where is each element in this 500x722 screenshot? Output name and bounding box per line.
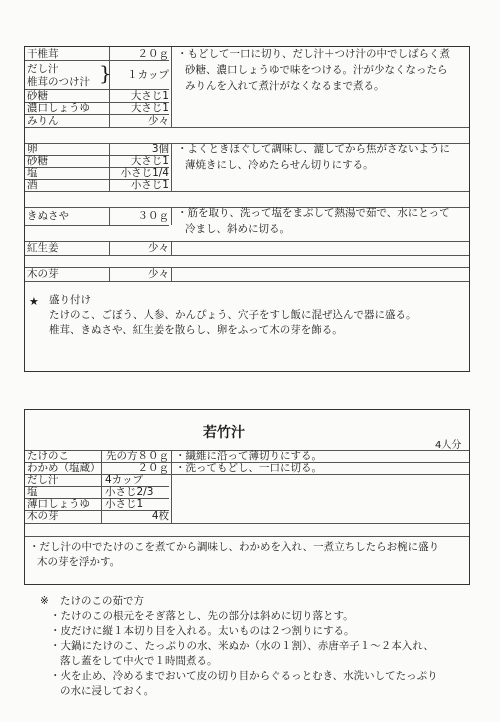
method-line: ・だし汁の中でたけのこを煮てから調味し、わかめを入れ、一煮立ちしたらお椀に盛り [29, 541, 440, 553]
col-divider-name [109, 47, 110, 127]
row-line [25, 536, 469, 537]
row-line [25, 281, 469, 282]
servings: 4人分 [435, 440, 462, 451]
tips-title: たけのこの茹で方 [60, 595, 144, 607]
star-icon: ★ [29, 295, 39, 308]
ingredient-name: 卵 [27, 143, 38, 155]
col-divider-amount [171, 47, 172, 127]
recipe-title: 若竹汁 [203, 425, 245, 441]
ingredient-amount: 小さじ2/3 [105, 486, 154, 498]
ingredient-amount: １カップ [127, 69, 169, 81]
ingredient-name: 塩 [27, 486, 38, 498]
col-divider-name-g5 [109, 267, 110, 281]
row-line [25, 191, 469, 192]
finish-title: 盛り付け [49, 294, 91, 306]
ingredient-amount: 少々 [148, 268, 169, 280]
tip-line: 落し蓋をして中火で１時間煮る。 [60, 655, 218, 667]
tip-line: ・たけのこの根元をそぎ落とし、先の部分は斜めに切り落とす。 [50, 610, 354, 622]
col-divider-amount-g5 [171, 267, 172, 281]
row-line [25, 127, 469, 128]
ingredient-amount: 4枚 [151, 510, 169, 522]
row-line [25, 474, 469, 475]
step-note: ・もどして一口に切り、だし汁＋つけ汁の中でしばらく煮 [177, 48, 450, 60]
method-line: 木の芽を浮かす。 [37, 556, 121, 568]
brace-symbol: } [99, 61, 112, 85]
step-note: 砂糖、濃口しょうゆで味をつける。汁が少なくなったら [185, 64, 448, 76]
ingredient-name: 濃口しょうゆ [27, 102, 90, 114]
ingredient-amount: 大さじ1 [130, 155, 169, 167]
finish-line: 椎茸、きぬさや、紅生姜を散らし、卵をふって木の芽を飾る。 [49, 324, 343, 336]
row-line [25, 60, 169, 61]
step-note: みりんを入れて煮汁がなくなるまで煮る。 [185, 80, 385, 92]
step-note: ・洗ってもどし、一口に切る。 [175, 462, 322, 474]
row-line [25, 267, 469, 268]
col-divider-name [101, 450, 102, 523]
tip-line: ・皮だけに縦１本切り目を入れる。太いものは２つ割りにする。 [50, 625, 355, 637]
step-note: ・繊維に沿って薄切りにする。 [175, 450, 322, 462]
tip-line: ・大鍋にたけのこ、たっぷりの水、米ぬか（水の１割）、赤唐辛子１～２本入れ、 [50, 640, 434, 652]
ingredient-amount: 大さじ1 [130, 90, 169, 102]
ingredient-name: 塩 [27, 167, 38, 179]
ingredient-name: 干椎茸 [27, 48, 59, 60]
ingredient-name: だし汁 [27, 474, 59, 486]
row-line [25, 523, 469, 524]
finish-line: たけのこ、ごぼう、人参、かんぴょう、穴子をすし飯に混ぜ込んで器に盛る。 [49, 309, 417, 321]
ingredient-name: だし汁 [27, 63, 59, 75]
ingredient-amount: 小さじ1 [105, 498, 144, 510]
col-divider-amount [171, 450, 172, 523]
ingredient-name: 砂糖 [27, 90, 48, 102]
col-divider-amount-g4 [171, 241, 172, 255]
ingredient-name: 酒 [27, 179, 38, 191]
row-line [25, 241, 469, 242]
tip-line: の水に浸しておく。 [60, 685, 155, 697]
ingredient-amount: 3個 [151, 143, 169, 155]
row-line [25, 225, 169, 226]
ingredient-amount: 大さじ1 [130, 102, 169, 114]
ingredient-name: 椎茸のつけ汁 [27, 76, 90, 88]
step-note: ・よくときほぐして調味し、漉してから焦がさないように [177, 143, 450, 155]
ingredient-amount: 先の方８０ｇ [106, 450, 169, 462]
col-divider-amount-g2 [171, 143, 172, 191]
ingredient-name: 薄口しょうゆ [27, 498, 90, 510]
ingredient-name: 木の芽 [27, 510, 59, 522]
row-line [25, 255, 469, 256]
col-divider-name-g3 [109, 207, 110, 225]
recipe2-table [24, 409, 470, 585]
ingredient-name: みりん [27, 115, 59, 127]
note-mark: ※ [40, 595, 49, 607]
ingredient-amount: 小さじ1 [130, 179, 169, 191]
ingredient-amount: 少々 [148, 115, 169, 127]
ingredient-name: わかめ（塩蔵） [27, 462, 101, 474]
ingredient-name: たけのこ [27, 450, 69, 462]
step-note: 薄焼きにし、冷めたらせん切りにする。 [185, 159, 374, 171]
col-divider-name-g4 [109, 241, 110, 255]
ingredient-name: 砂糖 [27, 155, 48, 167]
col-divider-amount-g3 [171, 207, 172, 225]
ingredient-amount: ２０ｇ [137, 48, 169, 60]
ingredient-name: 紅生姜 [27, 242, 59, 254]
ingredient-amount: 少々 [148, 242, 169, 254]
ingredient-amount: 小さじ1/4 [120, 167, 169, 179]
recipe1-table [24, 46, 470, 372]
ingredient-amount: 4カップ [105, 474, 144, 486]
ingredient-amount: ２０ｇ [137, 462, 169, 474]
step-note: ・筋を取り、洗って塩をまぶして熱湯で茹で、水にとって [177, 207, 450, 219]
step-note: 冷まし、斜めに切る。 [185, 223, 290, 235]
tip-line: ・火を止め、冷めるまでおいて皮の切り目からぐるっとむき、水洗いしてたっぷり [50, 670, 438, 682]
ingredient-name: 木の芽 [27, 268, 59, 280]
ingredient-name: きぬさや [27, 210, 69, 222]
ingredient-amount: ３０ｇ [137, 210, 169, 222]
